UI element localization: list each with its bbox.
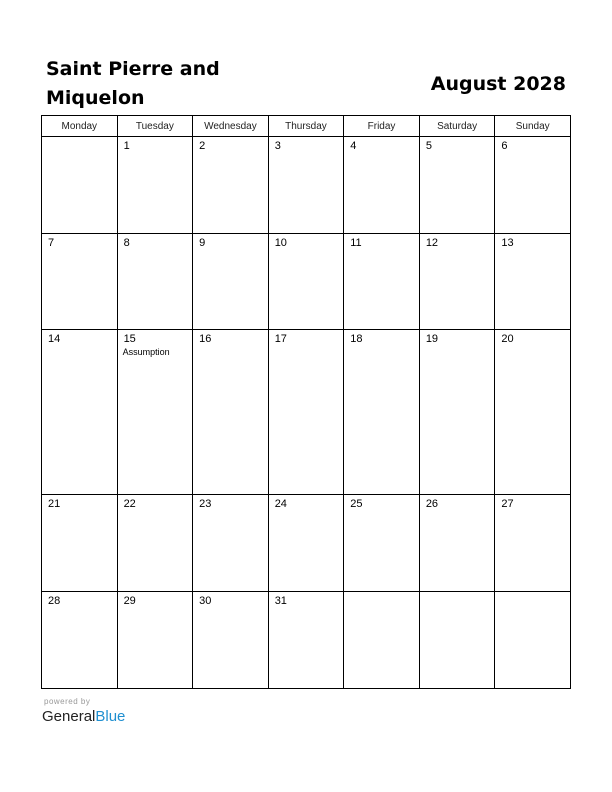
day-cell xyxy=(419,592,495,689)
day-cell xyxy=(42,592,118,689)
day-number: 25 xyxy=(350,498,363,511)
weekday-wednesday: Wednesday xyxy=(193,116,269,137)
day-cell xyxy=(268,137,344,234)
week-row-5 xyxy=(42,592,571,689)
day-number: 15 xyxy=(123,333,136,346)
region-title-line1: Saint Pierre and xyxy=(46,58,220,80)
day-number: 8 xyxy=(123,236,130,249)
day-cell xyxy=(193,495,269,592)
day-cell xyxy=(117,330,193,495)
day-cell xyxy=(193,592,269,689)
weekday-monday: Monday xyxy=(42,116,118,137)
day-cell xyxy=(42,330,118,495)
weekday-header-row xyxy=(42,116,571,137)
day-number: 11 xyxy=(350,236,362,249)
day-cell xyxy=(419,137,495,234)
day-cell xyxy=(42,233,118,330)
month-title: August 2028 xyxy=(430,73,566,95)
generalblue-logo[interactable] xyxy=(42,708,125,725)
day-number: 26 xyxy=(425,498,439,511)
day-cell xyxy=(117,592,193,689)
day-number: 28 xyxy=(48,595,61,608)
day-number: 2 xyxy=(199,140,206,152)
day-number: 5 xyxy=(425,140,432,152)
day-number: 7 xyxy=(48,236,55,249)
powered-by-text: powered by xyxy=(44,697,91,706)
day-cell xyxy=(495,233,571,330)
day-number: 24 xyxy=(274,498,287,511)
day-cell xyxy=(117,137,193,234)
region-title-line2: Miquelon xyxy=(46,87,145,109)
day-cell xyxy=(344,137,420,234)
day-cell xyxy=(268,330,344,495)
day-cell xyxy=(193,233,269,330)
day-number: 23 xyxy=(199,498,212,511)
day-cell xyxy=(344,495,420,592)
weekday-tuesday: Tuesday xyxy=(117,116,193,137)
week-row-2 xyxy=(42,233,571,330)
day-number: 13 xyxy=(501,236,514,249)
day-cell xyxy=(42,495,118,592)
day-number: 16 xyxy=(199,333,212,346)
day-number: 22 xyxy=(123,498,136,511)
day-cell xyxy=(42,137,118,234)
day-cell xyxy=(495,495,571,592)
day-number: 10 xyxy=(274,236,287,249)
day-cell xyxy=(419,330,495,495)
day-number: 9 xyxy=(199,236,206,249)
weekday-sunday: Sunday xyxy=(495,116,571,137)
calendar-grid xyxy=(41,115,571,689)
day-number: 19 xyxy=(425,333,439,346)
logo-text-general: General xyxy=(42,708,96,725)
day-number: 27 xyxy=(501,498,514,511)
region-title xyxy=(46,55,276,113)
day-number xyxy=(495,592,570,595)
day-cell xyxy=(268,495,344,592)
day-number: 12 xyxy=(425,236,439,249)
day-number: 4 xyxy=(350,140,357,152)
weekday-friday: Friday xyxy=(344,116,420,137)
day-cell xyxy=(117,233,193,330)
weekday-thursday: Thursday xyxy=(268,116,344,137)
day-number: 29 xyxy=(123,595,136,608)
day-number: 18 xyxy=(350,333,363,346)
day-number xyxy=(344,592,419,595)
day-number: 21 xyxy=(48,498,61,511)
day-cell xyxy=(495,137,571,234)
day-cell xyxy=(419,233,495,330)
day-number: 31 xyxy=(274,595,287,608)
day-cell xyxy=(495,330,571,495)
day-number: 14 xyxy=(48,333,61,346)
logo-text-blue: Blue xyxy=(95,708,126,725)
holiday-label: Assumption xyxy=(122,347,170,358)
day-cell xyxy=(344,233,420,330)
day-cell xyxy=(419,495,495,592)
day-number: 1 xyxy=(123,140,130,152)
week-row-1 xyxy=(42,137,571,234)
day-cell xyxy=(344,330,420,495)
day-number: 30 xyxy=(199,595,212,608)
weekday-saturday: Saturday xyxy=(419,116,495,137)
day-cell xyxy=(268,233,344,330)
day-cell xyxy=(193,137,269,234)
week-row-4 xyxy=(42,495,571,592)
day-number xyxy=(42,137,117,140)
day-cell xyxy=(193,330,269,495)
day-cell xyxy=(117,495,193,592)
week-row-3 xyxy=(42,330,571,495)
day-number: 6 xyxy=(501,140,508,152)
day-number: 17 xyxy=(274,333,287,346)
day-number xyxy=(420,592,495,595)
day-cell xyxy=(268,592,344,689)
day-number: 20 xyxy=(501,333,514,346)
day-cell xyxy=(344,592,420,689)
day-number: 3 xyxy=(274,140,281,152)
day-cell xyxy=(495,592,571,689)
